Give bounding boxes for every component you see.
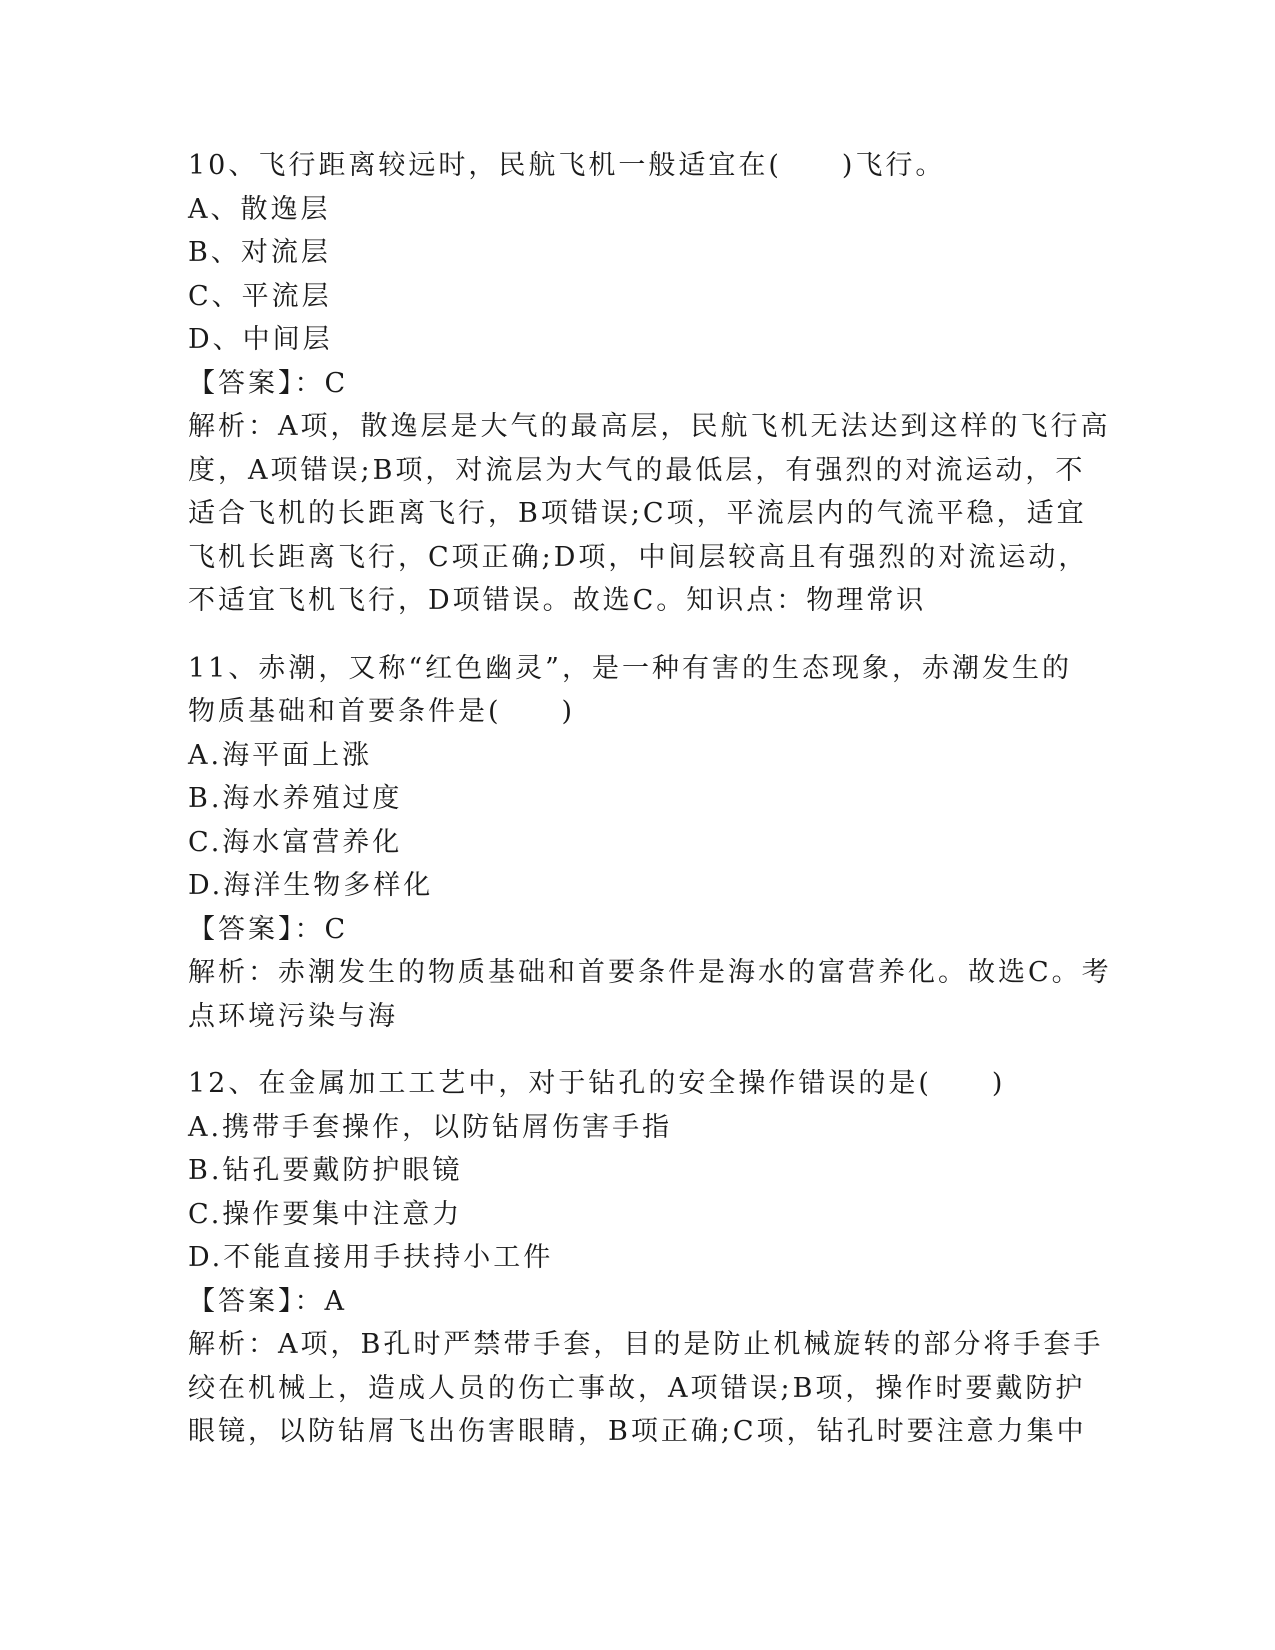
analysis-line: 适合飞机的长距离飞行，B项错误;C项，平流层内的气流平稳，适宜 xyxy=(188,498,1087,529)
analysis-line: 度，A项错误;B项，对流层为大气的最低层，有强烈的对流运动，不 xyxy=(188,454,1086,486)
analysis-line: 飞机长距离飞行，C项正确;D项，中间层较高且有强烈的对流运动， xyxy=(188,541,1089,573)
question-stem-line: 12、在金属加工工艺中，对于钻孔的安全操作错误的是( ) xyxy=(188,1068,1006,1099)
option-a: A、散逸层 xyxy=(188,193,331,225)
option-d: D.海洋生物多样化 xyxy=(188,870,434,901)
question-stem-line: 10、飞行距离较远时，民航飞机一般适宜在( )飞行。 xyxy=(188,150,946,181)
answer-line: 【答案】：C xyxy=(188,367,349,399)
analysis-line: 绞在机械上，造成人员的伤亡事故，A项错误;B项，操作时要戴防护 xyxy=(188,1372,1086,1404)
analysis-line: 解析：赤潮发生的物质基础和首要条件是海水的富营养化。故选C。考 xyxy=(188,957,1112,988)
option-d: D、中间层 xyxy=(188,324,333,355)
question-gap xyxy=(188,623,1088,647)
analysis-line: 不适宜飞机飞行，D项错误。故选C。知识点：物理常识 xyxy=(188,585,927,616)
option-c: C、平流层 xyxy=(188,280,332,312)
option-b: B.钻孔要戴防护眼镜 xyxy=(188,1155,463,1186)
option-d: D.不能直接用手扶持小工件 xyxy=(188,1242,554,1273)
question-10 xyxy=(188,144,1111,623)
analysis-line: 解析：A项，散逸层是大气的最高层，民航飞机无法达到这样的飞行高 xyxy=(188,411,1111,442)
analysis-line: 眼镜，以防钻屑飞出伤害眼睛，B项正确;C项，钻孔时要注意力集中 xyxy=(188,1416,1087,1447)
option-c: C.海水富营养化 xyxy=(188,826,403,858)
question-12 xyxy=(188,1062,1104,1454)
answer-line: 【答案】：C xyxy=(188,913,349,945)
document-content xyxy=(188,144,1112,1454)
analysis-line: 解析：A项，B孔时严禁带手套，目的是防止机械旋转的部分将手套手 xyxy=(188,1329,1104,1360)
option-a: A.携带手套操作，以防钻屑伤害手指 xyxy=(188,1111,673,1143)
question-stem-line: 物质基础和首要条件是( ) xyxy=(188,696,576,727)
answer-line: 【答案】：A xyxy=(188,1285,347,1317)
question-11 xyxy=(188,647,1112,1039)
option-b: B、对流层 xyxy=(188,237,331,268)
question-gap xyxy=(188,1038,1088,1062)
analysis-line: 点环境污染与海 xyxy=(188,1000,398,1032)
option-a: A.海平面上涨 xyxy=(188,739,373,771)
option-c: C.操作要集中注意力 xyxy=(188,1198,463,1230)
option-b: B.海水养殖过度 xyxy=(188,783,403,814)
question-stem-line: 11、赤潮，又称“红色幽灵”，是一种有害的生态现象，赤潮发生的 xyxy=(188,652,1072,684)
